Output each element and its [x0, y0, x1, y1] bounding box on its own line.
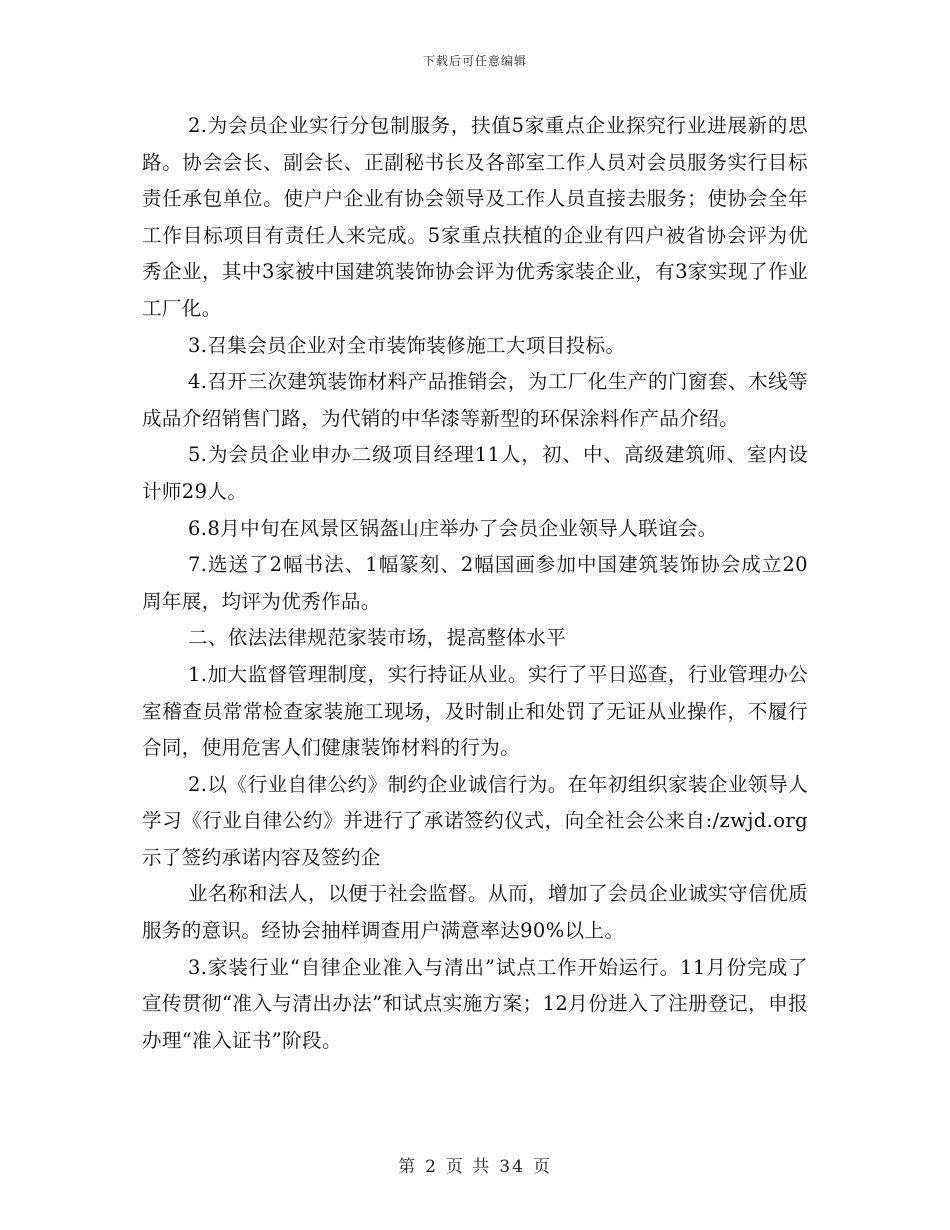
- section-heading: 二、依法法律规范家装市场，提高整体水平: [188, 626, 567, 650]
- footer-middle: 页 共: [445, 1157, 492, 1177]
- paragraph-item-1: 1.加大监督管理制度，实行持证从业。实行了平日巡查，行业管理办公室稽查员常常检查家装施工现场，及时制止和处罚了无证从业操作，不履行合同，使用危害人们健康装饰材料的行为。: [142, 662, 808, 760]
- paragraph-continuation: 业名称和法人，以便于社会监督。从而，增加了会员企业诚实守信优质服务的意识。经协会抽样调查用户满意率达90%以上。: [142, 882, 808, 943]
- paragraph-item-5: 5.为会员企业申办二级项目经理11人，初、中、高级建筑师、室内设计师29人。: [142, 443, 808, 503]
- footer-prefix: 第: [398, 1157, 418, 1177]
- paragraph-item-3b: 3.家装行业“自律企业准入与清出”试点工作开始运行。11月份完成了宣传贯彻“准入与清出办法”和试点实施方案；12月份进入了注册登记，申报办理“准入证书”阶段。: [142, 955, 808, 1052]
- footer-total-pages: 34: [499, 1157, 525, 1177]
- paragraph-item-3: 3.召集会员企业对全市装饰装修施工大项目投标。: [188, 333, 626, 357]
- paragraph-item-2: 2.为会员企业实行分包制服务，扶值5家重点企业探究行业进展新的思路。协会会长、副会长、正副秘书长及各部室工作人员对会员服务实行目标责任承包单位。使户户企业有协会领导及工作人员直接去服务；使协会全年工作目标项目有责任人来完成。5家重点扶植的企业有四户被省协会评为优秀企业，其中3家被中国建筑装饰协会评为优秀家装企业，有3家实现了作业工厂化。: [142, 114, 808, 320]
- footer-suffix: 页: [532, 1157, 552, 1177]
- paragraph-item-7: 7.选送了2幅书法、1幅篆刻、2幅国画参加中国建筑装饰协会成立20周年展，均评为优秀作品。: [142, 553, 808, 613]
- paragraph-item-2b: 2.以《行业自律公约》制约企业诚信行为。在年初组织家装企业领导人学习《行业自律公约》并进行了承诺签约仪式，向全社会公来自:/zwjd.org示了签约承诺内容及签约企: [142, 772, 808, 869]
- footer-page-number: 2: [425, 1157, 438, 1177]
- paragraph-item-6: 6.8月中旬在风景区锅盔山庄举办了会员企业领导人联谊会。: [188, 516, 718, 540]
- paragraph-item-4: 4.召开三次建筑装饰材料产品推销会，为工厂化生产的门窗套、木线等成品介绍销售门路，为代销的中华漆等新型的环保涂料作产品介绍。: [142, 370, 808, 430]
- page-header: 下载后可任意编辑: [422, 54, 527, 68]
- page-footer: [0, 1152, 950, 1177]
- document-body: [142, 108, 808, 1059]
